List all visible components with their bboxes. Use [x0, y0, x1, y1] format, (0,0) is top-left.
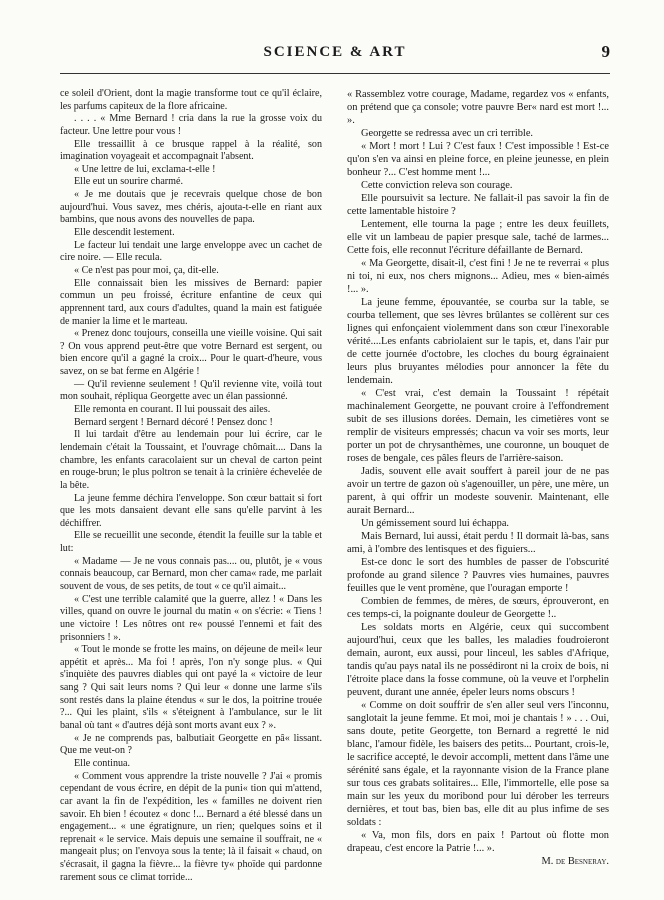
paragraph: « Une lettre de lui, exclama-t-elle ! — [74, 163, 216, 175]
paragraph: Le facteur lui tendait une large enveloppe avec un cachet de cire noire. — Elle recula. — [60, 239, 322, 264]
running-title: SCIENCE & ART — [263, 44, 407, 60]
paragraph: Elle eut un sourire charmé. — [74, 176, 184, 188]
paragraph: « C'est vrai, c'est demain la Toussaint ! répétait machinalement Georgette, ne pouvant croire à l'effondrement subit de ses illusions dorées. Demain, les cimetières vont se remplir de visiteurs empressés; chacun va voir ses morts, leur porter un pot de chrysanthèmes, une couronne, un bouquet de roses de bengale, ces pâles fleurs de l'arrière-saison. — [347, 388, 609, 464]
paragraph: Elle poursuivit sa lecture. Ne fallait-il pas savoir la fin de cette lamentable histoire ? — [347, 193, 609, 217]
paragraph: Jadis, souvent elle avait souffert à pareil jour de ne pas avoir un tertre de gazon où s'agenouiller, un père, une mère, un parent, à qui offrir un modeste souvenir. Maintenant, elle aurait Bernard... — [347, 466, 609, 516]
paragraph: « Va, mon fils, dors en paix ! Partout où flotte mon drapeau, c'est encore la Patrie !... ». — [347, 830, 609, 854]
header-rule — [60, 73, 610, 74]
paragraph: Il lui tardait d'être au lendemain pour lui écrire, car le lendemain c'était la Toussaint, et l'ouvrage chômait.... Dans la chambre, les enfants caracolaient sur un cheval de carton peint en rouge-brun; le plus poltron se tenait à la crinière échevelée de la bête. — [60, 429, 322, 491]
paragraph: « Ce n'est pas pour moi, ça, dit-elle. — [74, 264, 219, 276]
paragraph: Bernard sergent ! Bernard décoré ! Pensez donc ! — [74, 416, 273, 428]
paragraph: Elle remonta en courant. Il lui poussait des ailes. — [74, 404, 271, 416]
letter-paragraph: « Ma Georgette, disait-il, c'est fini ! Je ne te reverrai « plus ni toi, ni eux, nos chers mignons... Adieu, mes « bien-aimés !... ». — [347, 258, 609, 295]
paragraph: Un gémissement sourd lui échappa. — [361, 518, 510, 529]
right-column — [347, 88, 609, 868]
letter-paragraph: « C'est une terrible calamité que la guerre, allez ! « Dans les villes, quand on ouvre le journal du matin « on s'écrie: « Tiens ! une victoire ! Les nôtres ont re« poussé l'ennemi et fait des prisonniers ! ». — [60, 593, 322, 643]
paragraph: Mais Bernard, lui aussi, était perdu ! Il dormait là-bas, sans ami, à l'ombre des lentisques et des figuiers... — [347, 531, 609, 555]
author-signature — [347, 855, 609, 868]
running-header — [60, 40, 610, 70]
paragraph: Georgette se redressa avec un cri terrible. — [361, 128, 534, 139]
letter-paragraph: « Comment vous apprendre la triste nouvelle ? J'ai « promis cependant de vous écrire, en dépit de la puni« tion qui m'attend, car avant la fin de l'expédition, les « familles ne doivent rien savoir. Eh bien ! écoutez « donc !... Bernard a été blessé dans un engagement... « une égratignure, un rien; quelques soins et il reprenait « le service. Mais depuis une semaine il souffrait, ne « mangeait plus; on l'envoya sous la tente; là il faisait « chaud, on s'écrasait, il gagna la fièvre... la fièvre ty« phoïde qui pardonne rarement sous ce climat torride... — [60, 770, 322, 883]
paragraph: Lentement, elle tourna la page ; entre les deux feuillets, elle vit un lambeau de papier presque sale, taché de larmes... Cette fois, elle reconnut l'écriture défaillante de Bernard. — [347, 219, 609, 256]
letter-paragraph: « Tout le monde se frotte les mains, on déjeune de meil« leur appétit et après... Ma foi ! après, l'on n'y songe plus. « Qui s'inquiète des pauvres diables qui ont payé la « victoire de leur sang ? Qui sait leurs noms ? Qui leur « donne une larme s'ils sont restés dans la plaine étendus « sur le dos, la poitrine trouée ?... Qui les plaint, s'ils « s'éteignent à l'ambulance, sur le lit banal où tant « d'autres déjà sont morts avant eux ? ». — [60, 644, 322, 732]
paragraph: « Mort ! mort ! Lui ? C'est faux ! C'est impossible ! Est-ce qu'on s'en va ainsi en pleine force, en pleine jeunesse, en plein bonheur ?... C'est homme ment !... — [347, 141, 609, 178]
paragraph: Elle tressaillit à ce brusque rappel à la réalité, son imagination voyageait et accompagnait l'absent. — [60, 138, 322, 163]
paragraph: « Je ne comprends pas, balbutiait Georgette en pâ« lissant. Que me veut-on ? — [60, 732, 322, 757]
author-name: M. de Besneray. — [541, 856, 609, 867]
paragraph: « Je me doutais que je recevrais quelque chose de bon aujourd'hui. Vous savez, mes chéris, ajouta-t-elle en riant aux bambins, que nous avons des nouvelles de papa. — [60, 189, 322, 226]
letter-paragraph: « Madame — Je ne vous connais pas.... ou, plutôt, je « vous connais beaucoup, car Bernard, mon cher cama« rade, me parlait souvent de vous, de ses petits, de tout « ce qu'il aimait... — [60, 555, 322, 592]
paragraph: . . . . « Mme Bernard ! cria dans la rue la grosse voix du facteur. Une lettre pour vous ! — [60, 113, 322, 137]
paragraph: La jeune femme, épouvantée, se courba sur la table, se courba tellement, que ses lèvres brûlantes se collèrent sur ces lignes qui enfonçaient violemment dans son cœur l'inexorable vérité....Les enfants cabriolaient sur le tapis, et, dans l'air pur de cette journée d'octobre, les cloches du bourg égrainaient leurs plus bruyantes mélodies pour annoncer la fête du lendemain. — [347, 297, 609, 386]
paragraph: Cette conviction releva son courage. — [361, 180, 513, 191]
paragraph: Elle connaissait bien les missives de Bernard: papier commun un peu froissé, écriture enfantine de ceux qui apprennent tard, aux cours d'adultes, quand la main est fatiguée de manier la lime et le marteau. — [60, 277, 322, 327]
left-column — [60, 88, 322, 884]
paragraph: Elle continua. — [74, 757, 131, 769]
paragraph: Elle descendit lestement. — [74, 227, 175, 239]
letter-paragraph: « Rassemblez votre courage, Madame, regardez vos « enfants, on prétend que ça console; votre pauvre Ber« nard est mort !... ». — [347, 89, 609, 126]
paragraph: Les soldats morts en Algérie, ceux qui succombent aujourd'hui, ceux que les balles, les maladies foudroieront demain, auront, eux aussi, pour linceul, les sables d'Afrique, tandis qu'au pays natal ils ne possédiront ni la croix de bois, ni l'étroite place dans la fosse commune, où la veuve et l'orphelin peuvent, durant une année, épeler leurs noms obscurs ! — [347, 622, 609, 698]
paragraph: ce soleil d'Orient, dont la magie transforme tout ce qu'il éclaire, les parfums capiteux de la flore africaine. — [60, 88, 322, 112]
paragraph: — Qu'il revienne seulement ! Qu'il revienne vite, voilà tout mon souhait, répliqua Georgette avec un élan passionné. — [60, 378, 322, 403]
page-number: 9 — [601, 42, 610, 61]
paragraph: Elle se recueillit une seconde, étendit la feuille sur la table et lut: — [60, 530, 322, 555]
paragraph: « Prenez donc toujours, conseilla une vieille voisine. Qui sait ? On vous apprend peut-être que votre Bernard est sergent, ou bien encore qu'il a gagné la croix... Pour le quart-d'heure, vous savez, on se bat ferme en Algérie ! — [60, 328, 322, 378]
paragraph: « Comme on doit souffrir de s'en aller seul vers l'inconnu, sanglotait la jeune femme. Et moi, moi je chantais ! » . . . Oui, sans doute, petite Georgette, ton Bernard a regretté le nid blanc, l'amour fidèle, les baisers des petits... Pourtant, crois-le, le sacrifice accepté, le devoir accompli, mettent dans l'âme une sérénité sans égale, et la rayonnante vision de la France plane sur tous ces grabats solitaires... Elle, l'immortelle, elle pose sa main sur les yeux du moribond pour lui dérober les terreurs dernières, et tout bas, bien bas, elle dit au plus infime de ses soldats : — [347, 700, 609, 828]
paragraph: La jeune femme déchira l'enveloppe. Son cœur battait si fort que les mots dansaient devant elle sans qu'elle parvint à les déchiffrer. — [60, 492, 322, 529]
paragraph: Combien de femmes, de mères, de sœurs, éprouveront, en ces temps-ci, la poignante douleur de Georgette !.. — [347, 596, 609, 620]
paragraph: Est-ce donc le sort des humbles de passer de l'obscurité profonde au grand silence ? Pauvres vies humaines, pauvres feuilles que le vent promène, que l'ouragan emporte ! — [347, 557, 609, 594]
